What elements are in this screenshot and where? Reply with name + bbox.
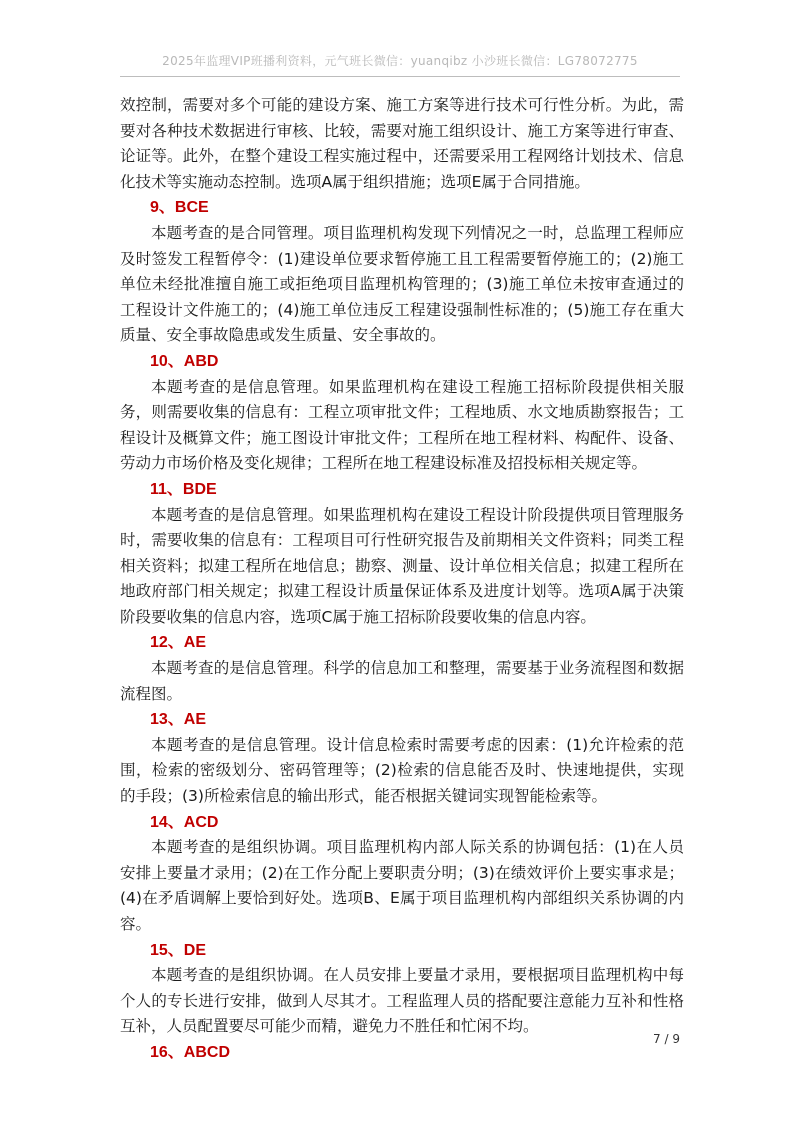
intro-paragraph: 效控制，需要对多个可能的建设方案、施工方案等进行技术可行性分析。为此，需要对各种技术数据进行审核、比较，需要对施工组织设计、施工方案等进行审查、论证等。此外，在整个建设工程实施过程中，还需要采用工程网络计划技术、信息化技术等实施动态控制。选项A属于组织措施；选项E属于合同措施。: [120, 96, 684, 191]
explanation-12: 本题考查的是信息管理。科学的信息加工和整理，需要基于业务流程图和数据流程图。: [120, 659, 684, 703]
explanation-15: 本题考查的是组织协调。在人员安排上要量才录用，要根据项目监理机构中每个人的专长进行安排，做到人尽其才。工程监理人员的搭配要注意能力互补和性格互补，人员配置要尽可能少而精，避免力不胜任和忙闲不均。: [120, 966, 684, 1036]
document-body: [120, 93, 684, 1066]
answer-12: 12、AE: [150, 634, 207, 652]
answer-10: 10、ABD: [150, 352, 219, 370]
page-header: 2025年监理VIP班播利资料，元气班长微信：yuanqibz 小沙班长微信：LG78072775: [162, 54, 638, 68]
answer-13: 13、AE: [150, 711, 207, 729]
explanation-13: 本题考查的是信息管理。设计信息检索时需要考虑的因素：(1)允许检索的范围，检索的密级划分、密码管理等；(2)检索的信息能否及时、快速地提供，实现的手段；(3)所检索信息的输出形式，能否根据关键词实现智能检索等。: [120, 735, 684, 806]
explanation-14: 本题考查的是组织协调。项目监理机构内部人际关系的协调包括：(1)在人员安排上要量才录用；(2)在工作分配上要职责分明；(3)在绩效评价上要实事求是；(4)在矛盾调解上要恰到好处。选项B、E属于项目监理机构内部组织关系协调的内容。: [120, 838, 684, 933]
answer-15: 15、DE: [150, 941, 207, 959]
header-divider: [120, 76, 680, 77]
explanation-10: 本题考查的是信息管理。如果监理机构在建设工程施工招标阶段提供相关服务，则需要收集的信息有：工程立项审批文件；工程地质、水文地质勘察报告；工程设计及概算文件；施工图设计审批文件；工程所在地工程材料、构配件、设备、劳动力市场价格及变化规律；工程所在地工程建设标准及招投标相关规定等。: [120, 377, 684, 473]
page-number: 7 / 9: [653, 1032, 680, 1046]
answer-16: 16、ABCD: [150, 1043, 231, 1061]
explanation-9: 本题考查的是合同管理。项目监理机构发现下列情况之一时，总监理工程师应及时签发工程暂停令：(1)建设单位要求暂停施工且工程需要暂停施工的；(2)施工单位未经批准擅自施工或拒绝项目监理机构管理的；(3)施工单位未按审查通过的工程设计文件施工的；(4)施工单位违反工程建设强制性标准的；(5)施工存在重大质量、安全事故隐患或发生质量、安全事故的。: [120, 223, 684, 345]
answer-14: 14、ACD: [150, 813, 219, 831]
answer-11: 11、BDE: [150, 480, 217, 498]
explanation-11: 本题考查的是信息管理。如果监理机构在建设工程设计阶段提供项目管理服务时，需要收集的信息有：工程项目可行性研究报告及前期相关文件资料；同类工程相关资料；拟建工程所在地信息；勘察、测量、设计单位相关信息；拟建工程所在地政府部门相关规定；拟建工程设计质量保证体系及进度计划等。选项A属于决策阶段要收集的信息内容，选项C属于施工招标阶段要收集的信息内容。: [120, 505, 684, 626]
answer-9: 9、BCE: [150, 199, 209, 217]
